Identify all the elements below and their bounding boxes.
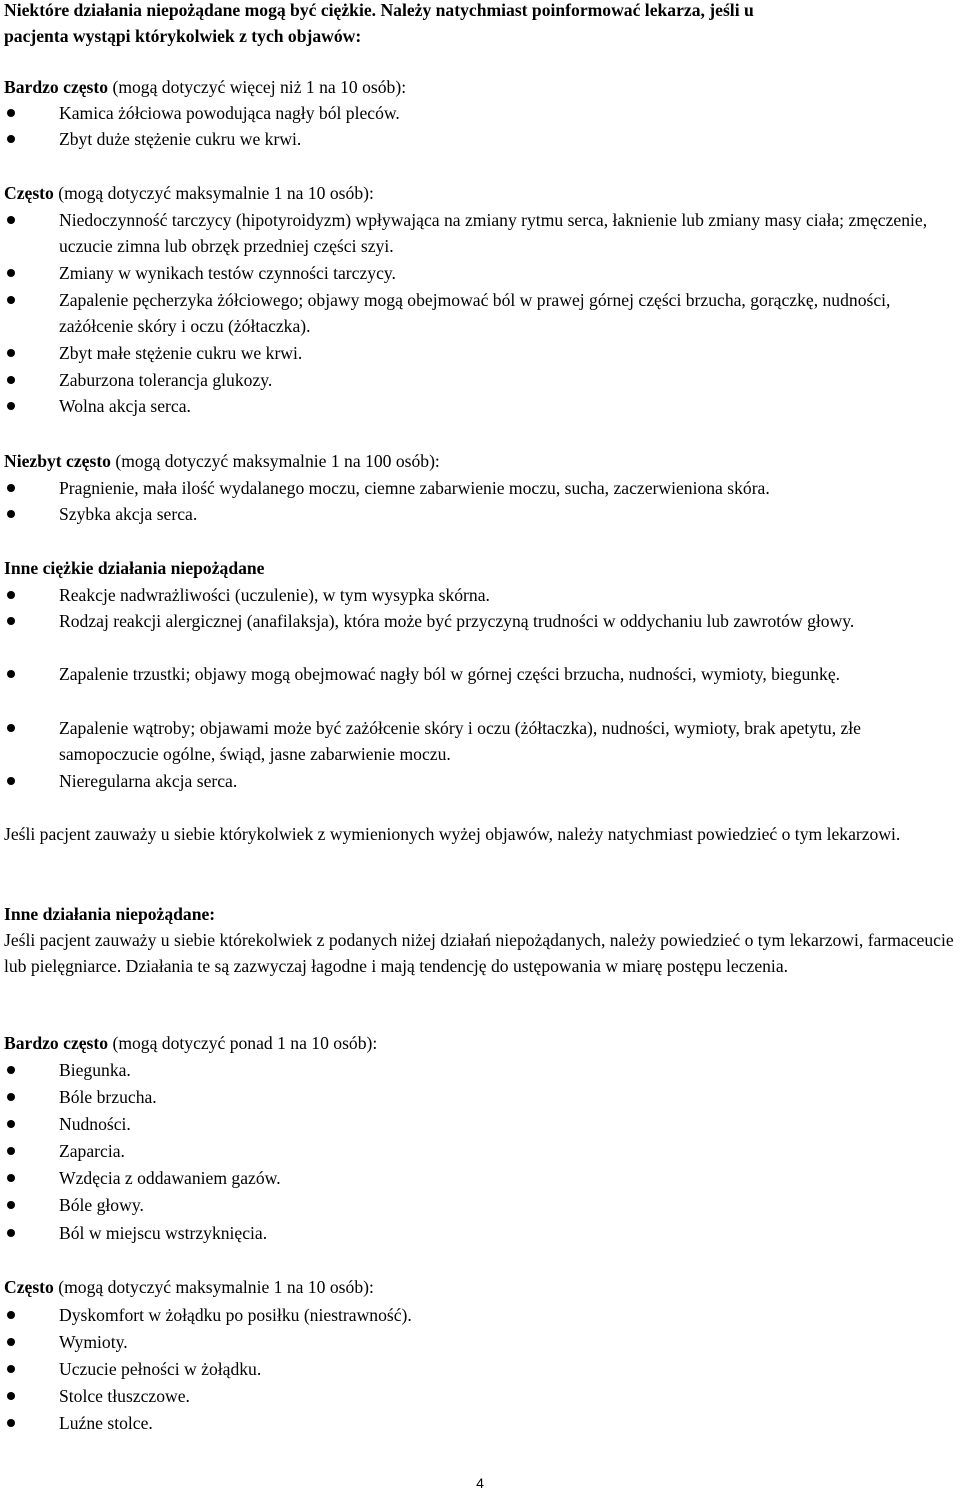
list-item: Zapalenie wątroby; objawami może być zażółcenie skóry i oczu (żółtaczka), nudności, wymioty, brak apetytu, złe samopoczucie ogólne, świąd, jasne zabarwienie moczu. <box>59 715 957 767</box>
bullet-icon <box>7 1365 15 1373</box>
list-item: Zbyt małe stężenie cukru we krwi. <box>59 340 302 366</box>
list-item: Dyskomfort w żołądku po posiłku (niestrawność). <box>59 1302 412 1328</box>
list-item: Niedoczynność tarczycy (hipotyroidyzm) wpływająca na zmiany rytmu serca, łaknienie lub zmiany masy ciała; zmęczenie, uczucie zimna lub obrzęk przedniej części szyi. <box>59 207 957 259</box>
intro-line-2: pacjenta wystąpi którykolwiek z tych objawów: <box>4 26 362 46</box>
list-item: Zbyt duże stężenie cukru we krwi. <box>59 126 301 152</box>
section-heading-common-2: Często (mogą dotyczyć maksymalnie 1 na 10 osób): <box>4 1277 374 1297</box>
list-item: Zmiany w wynikach testów czynności tarczycy. <box>59 260 396 286</box>
bullet-icon <box>7 724 15 732</box>
bullet-icon <box>7 109 15 117</box>
bullet-icon <box>7 1338 15 1346</box>
list-item: Pragnienie, mała ilość wydalanego moczu, ciemne zabarwienie moczu, sucha, zaczerwieniona skóra. <box>59 475 770 501</box>
bullet-icon <box>7 135 15 143</box>
bullet-icon <box>7 510 15 518</box>
bullet-icon <box>7 1174 15 1182</box>
bullet-icon <box>7 670 15 678</box>
notice-paragraph: Jeśli pacjent zauważy u siebie którykolwiek z wymienionych wyżej objawów, należy natychmiast powiedzieć o tym lekarzowi. <box>4 824 901 844</box>
list-item: Wolna akcja serca. <box>59 393 191 419</box>
list-item: Zaburzona tolerancja glukozy. <box>59 367 272 393</box>
list-item: Biegunka. <box>59 1057 131 1083</box>
bullet-icon <box>7 1311 15 1319</box>
bullet-icon <box>7 591 15 599</box>
bullet-icon <box>7 1201 15 1209</box>
bullet-icon <box>7 296 15 304</box>
bullet-icon <box>7 1229 15 1237</box>
intro-line-1: Niektóre działania niepożądane mogą być ciężkie. Należy natychmiast poinformować lekarza, jeśli u <box>4 0 754 20</box>
list-item: Stolce tłuszczowe. <box>59 1383 190 1409</box>
bullet-icon <box>7 402 15 410</box>
list-item: Ból w miejscu wstrzyknięcia. <box>59 1220 267 1246</box>
list-item: Luźne stolce. <box>59 1410 153 1436</box>
bullet-icon <box>7 484 15 492</box>
list-item: Rodzaj reakcji alergicznej (anafilaksja), która może być przyczyną trudności w oddychaniu lub zawrotów głowy. <box>59 608 957 634</box>
list-item: Wymioty. <box>59 1329 128 1355</box>
list-item: Kamica żółciowa powodująca nagły ból pleców. <box>59 100 400 126</box>
section-heading-very-common: Bardzo często (mogą dotyczyć więcej niż 1 na 10 osób): <box>4 77 407 97</box>
list-item: Nieregularna akcja serca. <box>59 768 237 794</box>
bullet-icon <box>7 1392 15 1400</box>
list-item: Wzdęcia z oddawaniem gazów. <box>59 1165 281 1191</box>
bullet-icon <box>7 269 15 277</box>
list-item: Bóle głowy. <box>59 1192 144 1218</box>
bullet-icon <box>7 1120 15 1128</box>
bullet-icon <box>7 617 15 625</box>
list-item: Szybka akcja serca. <box>59 501 197 527</box>
bullet-icon <box>7 349 15 357</box>
bullet-icon <box>7 1066 15 1074</box>
list-item: Uczucie pełności w żołądku. <box>59 1356 261 1382</box>
section-heading-other-serious: Inne ciężkie działania niepożądane <box>4 558 265 578</box>
section-heading-other-effects: Inne działania niepożądane: <box>4 904 216 924</box>
section-heading-common: Często (mogą dotyczyć maksymalnie 1 na 10 osób): <box>4 183 374 203</box>
list-item: Zapalenie pęcherzyka żółciowego; objawy mogą obejmować ból w prawej górnej części brzucha, gorączkę, nudności, zażółcenie skóry i oczu (żółtaczka). <box>59 287 957 339</box>
list-item: Zapalenie trzustki; objawy mogą obejmować nagły ból w górnej części brzucha, nudności, wymioty, biegunkę. <box>59 661 957 687</box>
list-item: Zaparcia. <box>59 1138 125 1164</box>
bullet-icon <box>7 1147 15 1155</box>
bullet-icon <box>7 1419 15 1427</box>
bullet-icon <box>7 1093 15 1101</box>
bullet-icon <box>7 777 15 785</box>
list-item: Nudności. <box>59 1111 131 1137</box>
bullet-icon <box>7 216 15 224</box>
section-heading-very-common-2: Bardzo często (mogą dotyczyć ponad 1 na 10 osób): <box>4 1033 378 1053</box>
other-effects-paragraph: Jeśli pacjent zauważy u siebie którekolwiek z podanych niżej działań niepożądanych, należy powiedzieć o tym lekarzowi, farmaceucie lub pielęgniarce. Działania te są zazwyczaj łagodne i mają tendencję do ustępowania w miarę postępu leczenia. <box>4 930 954 976</box>
list-item: Reakcje nadwrażliwości (uczulenie), w tym wysypka skórna. <box>59 582 490 608</box>
section-heading-uncommon: Niezbyt często (mogą dotyczyć maksymalnie 1 na 100 osób): <box>4 451 440 471</box>
page-number: 4 <box>476 1475 484 1491</box>
list-item: Bóle brzucha. <box>59 1084 157 1110</box>
bullet-icon <box>7 376 15 384</box>
